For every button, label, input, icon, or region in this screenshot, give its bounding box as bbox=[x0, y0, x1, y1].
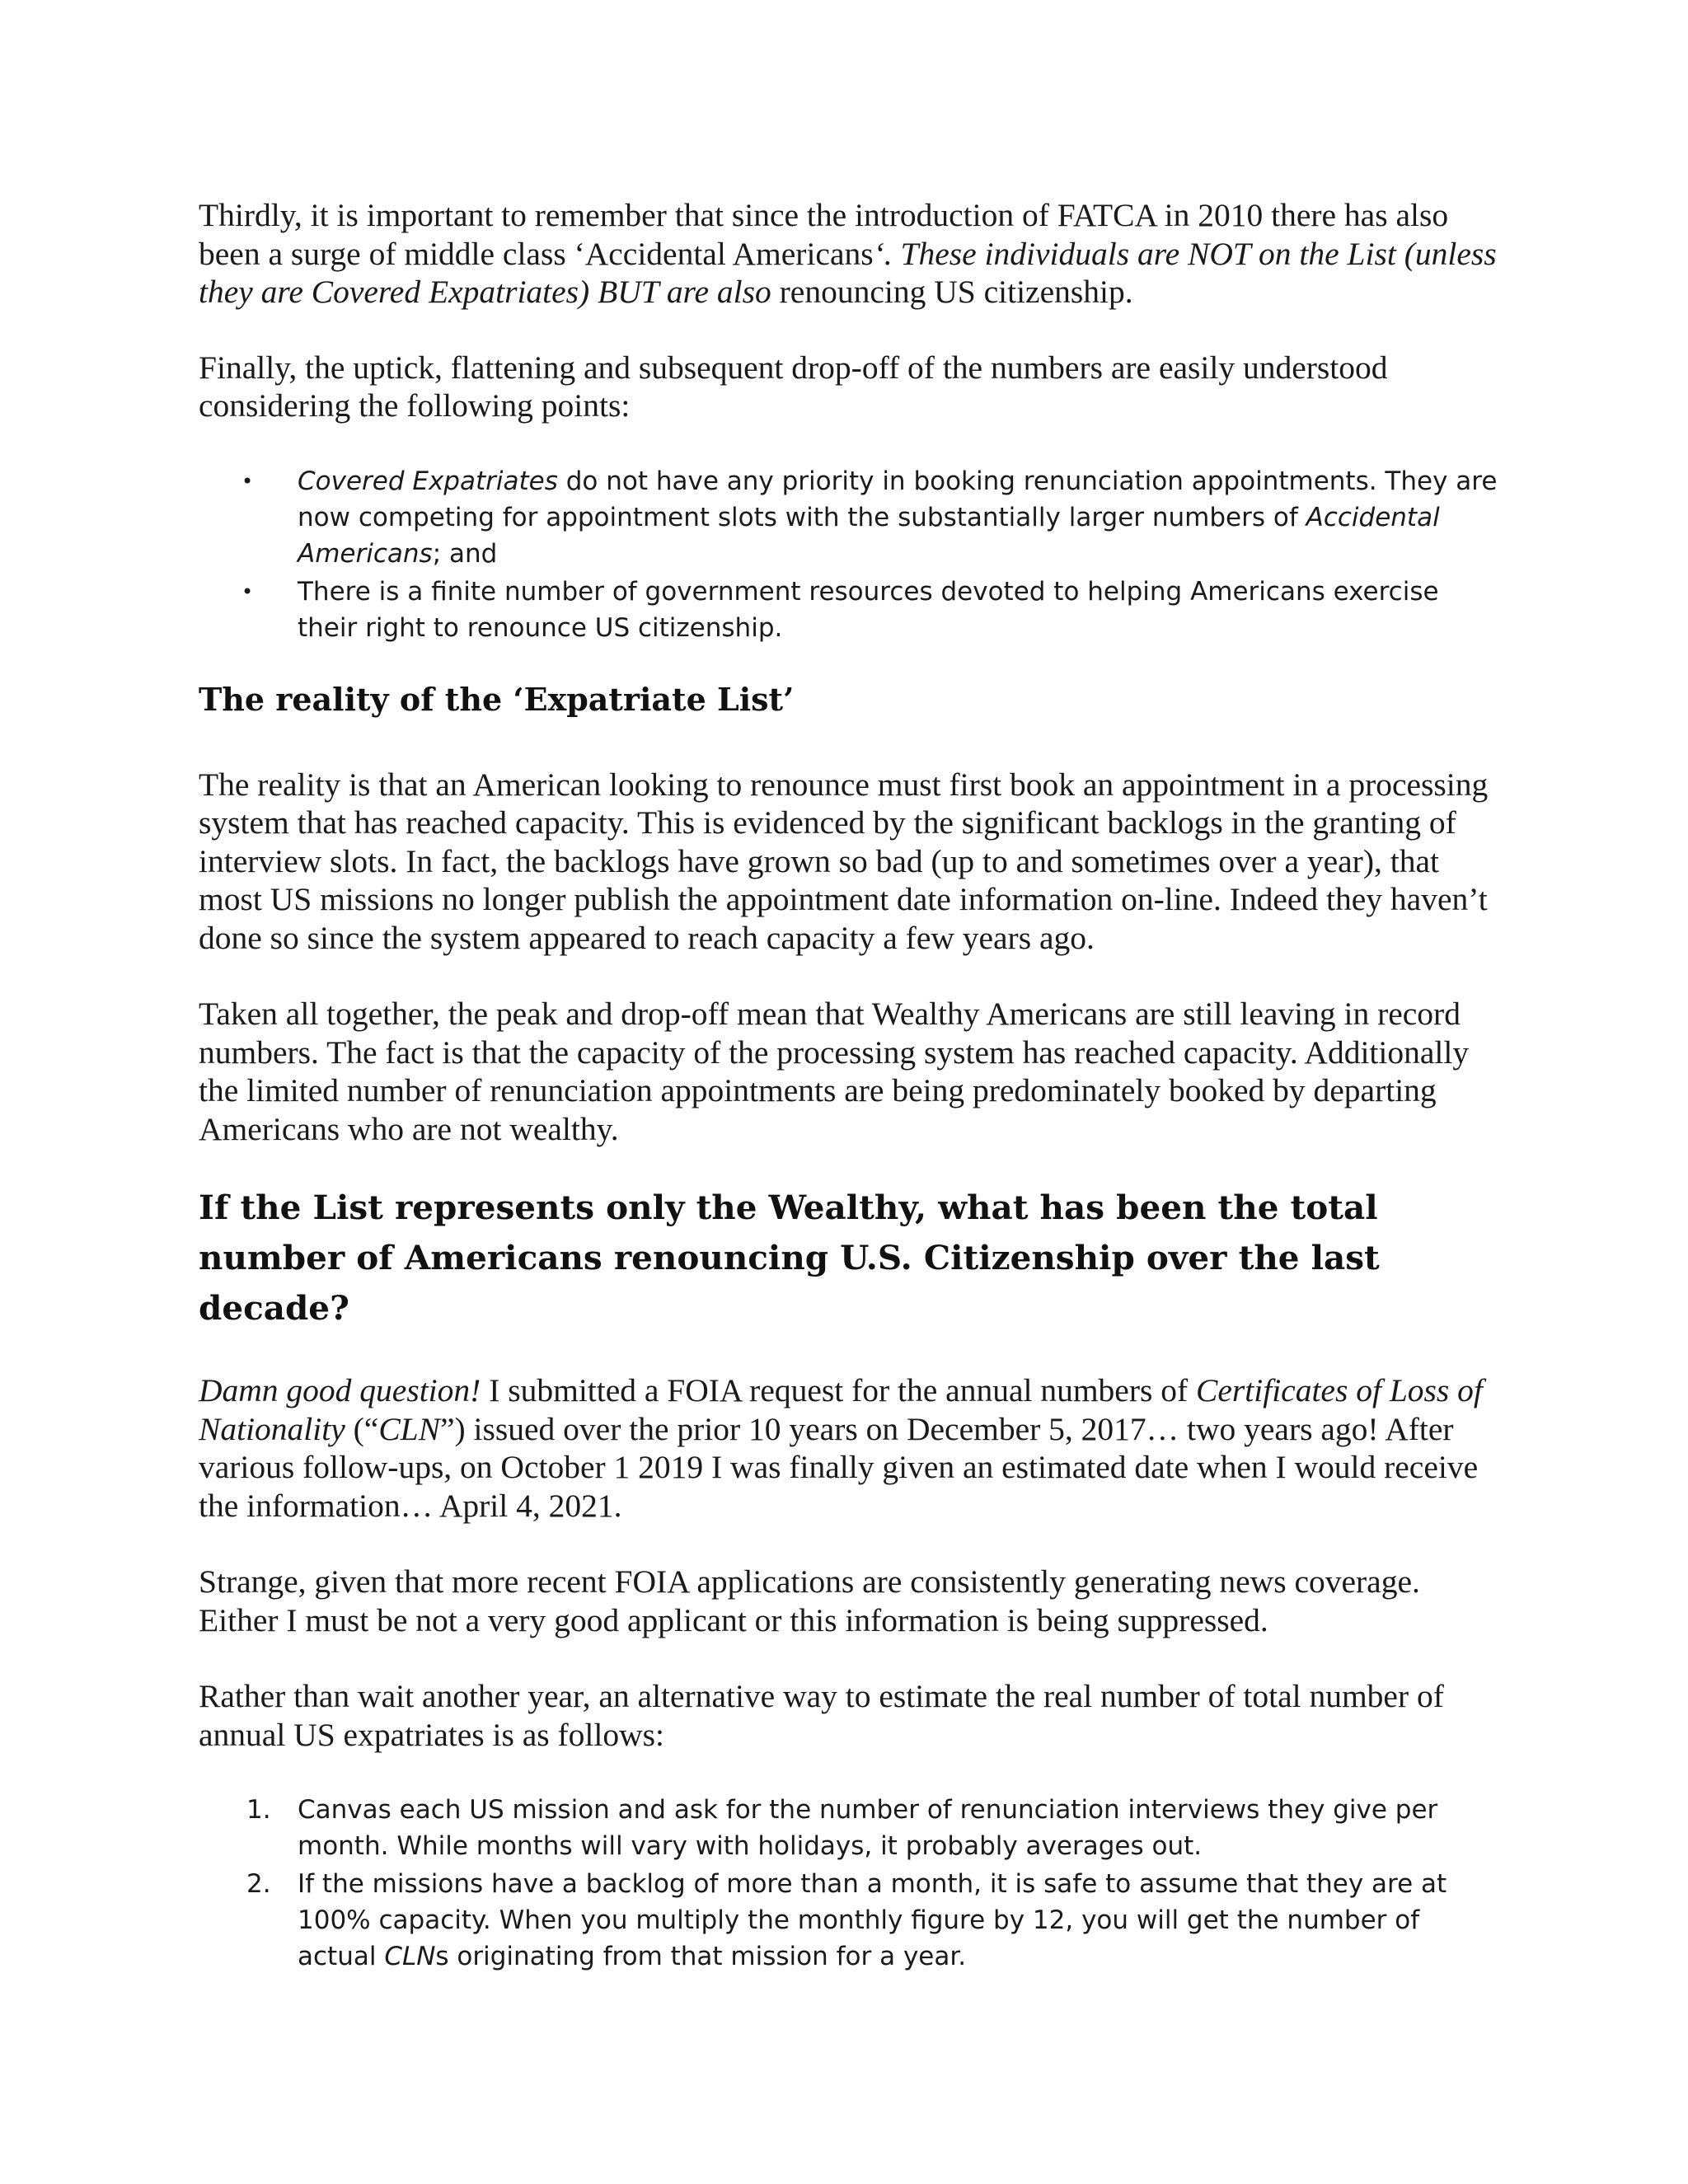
paragraph-reality: The reality is that an American looking to renounce must first book an appointment in a processing system that has reached capacity. This is evidenced by the significant backlogs in the granting of interview slots. In fact, the backlogs have grown so bad (up to and sometimes over a year), that most US missions no longer publish the appointment date information on-line. Indeed they haven’t done so since the system appeared to reach capacity a few years ago. bbox=[199, 766, 1489, 956]
list-item: • Covered Expatriates do not have any priority in booking renunciation appointments. They are now competing for appointment slots with the substantially larger numbers of Accidental Americans; and bbox=[199, 463, 1501, 572]
paragraph-alternative-way: Rather than wait another year, an alternative way to estimate the real number of total number of annual US expatriates is as follows: bbox=[199, 1678, 1444, 1753]
list-number: 1. bbox=[246, 1795, 271, 1825]
paragraph-strange: Strange, given that more recent FOIA applications are consistently generating news coverage. Either I must be not a very good applicant or this information is being suppressed. bbox=[199, 1563, 1420, 1638]
section-heading-expatriate-list: The reality of the ‘Expatriate List’ bbox=[199, 680, 795, 718]
paragraph-foia-request: Damn good question! I submitted a FOIA request for the annual numbers of Certificates of Loss of Nationality (“CLN”) issued over the prior 10 years on December 5, 2017… two years ago! After various follow-ups, on October 1 2019 I was finally given an estimated date when I would receive the information… April 4, 2021. bbox=[199, 1372, 1483, 1524]
paragraph-taken-together: Taken all together, the peak and drop-off mean that Wealthy Americans are still leaving in record numbers. The fact is that the capacity of the processing system has reached capacity. Additionally the limited number of renunciation appointments are being predominately booked by departing Americans who are not wealthy. bbox=[199, 996, 1470, 1147]
bullet-marker: • bbox=[241, 469, 254, 493]
bullet-list bbox=[199, 463, 1501, 646]
paragraph-accidental-americans: Thirdly, it is important to remember that since the introduction of FATCA in 2010 there has also been a surge of middle class ‘Accidental Americans‘. These individuals are NOT on the List (unless they are Covered Expatriates) BUT are also renouncing US citizenship. bbox=[199, 197, 1497, 310]
list-item: • There is a finite number of government resources devoted to helping Americans exercise their right to renounce US citizenship. bbox=[199, 574, 1501, 646]
list-item: 2. If the missions have a backlog of more than a month, it is safe to assume that they are at 100% capacity. When you multiply the monthly figure by 12, you will get the number of actual CLNs originating from that mission for a year. bbox=[199, 1866, 1501, 1975]
list-number: 2. bbox=[246, 1869, 271, 1899]
list-item: 1. Canvas each US mission and ask for the number of renunciation interviews they give per month. While months will vary with holidays, it probably averages out. bbox=[199, 1792, 1501, 1864]
paragraph-finally: Finally, the uptick, flattening and subsequent drop-off of the numbers are easily understood considering the following points: bbox=[199, 349, 1388, 424]
bullet-marker: • bbox=[241, 579, 254, 603]
document-page bbox=[199, 196, 1501, 1975]
section-heading-total-number: If the List represents only the Wealthy, what has been the total number of Americans renouncing U.S. Citizenship over the last decade? bbox=[199, 1188, 1380, 1328]
numbered-list bbox=[199, 1792, 1501, 1975]
